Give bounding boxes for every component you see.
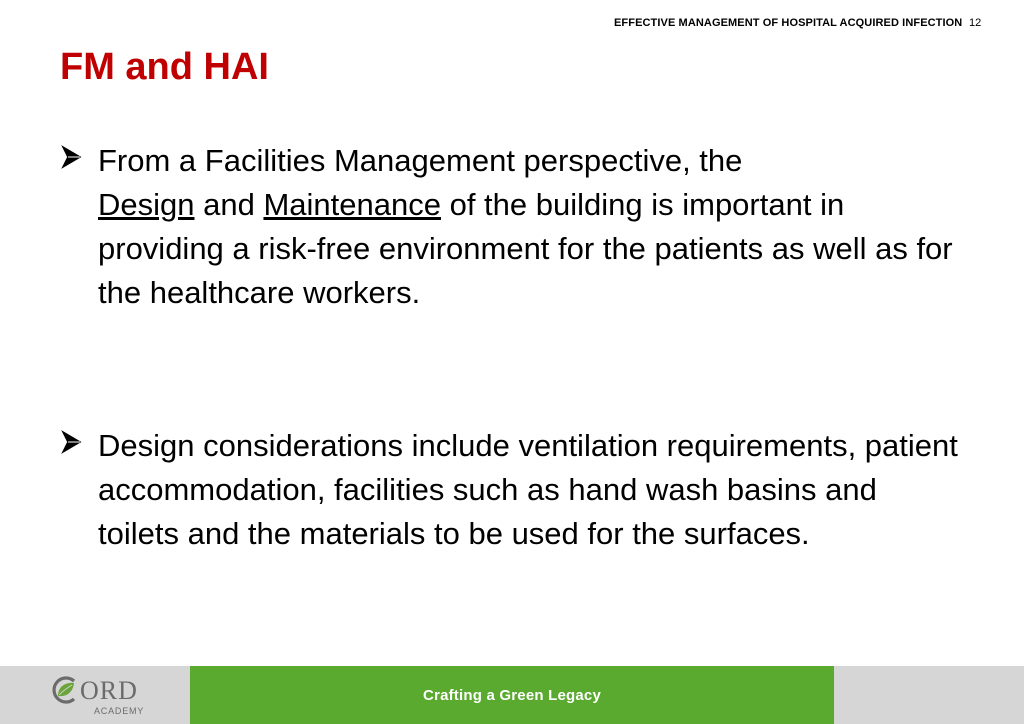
leaf-c-logo-icon bbox=[50, 674, 80, 706]
logo-wordmark: ORD bbox=[80, 676, 138, 705]
page-number: 12 bbox=[969, 17, 982, 29]
footer-bar bbox=[0, 666, 1024, 724]
maintenance-term: Maintenance bbox=[263, 187, 441, 222]
bullet-lead-text: From a Facilities Management perspective, the bbox=[98, 143, 743, 178]
bullet-text: Design considerations include ventilation requirements, patient accommodation, facilities such as hand wash basins and toilets and the materials to be used for the surfaces. bbox=[98, 428, 958, 551]
logo-subtitle: ACADEMY bbox=[94, 706, 145, 716]
footer-tagline: Crafting a Green Legacy bbox=[423, 686, 601, 704]
slide-title: FM and HAI bbox=[60, 46, 269, 88]
running-header-title: EFFECTIVE MANAGEMENT OF HOSPITAL ACQUIRED INFECTION bbox=[614, 17, 963, 29]
conjunction-text: and bbox=[194, 187, 264, 222]
cord-academy-logo bbox=[50, 672, 160, 718]
bullet-item-facilities-management bbox=[60, 139, 960, 315]
bullet-rest-text: of the building is important in providing a risk-free environment for the patients as well as for the healthcare workers. bbox=[98, 187, 953, 310]
bullet-item-design-considerations bbox=[60, 424, 960, 556]
design-term: Design bbox=[98, 187, 195, 222]
footer-green-band bbox=[190, 666, 834, 724]
arrow-bullet-icon bbox=[60, 139, 98, 169]
arrow-bullet-icon bbox=[60, 424, 98, 454]
bullet-text bbox=[98, 139, 958, 315]
footer-logo-panel bbox=[0, 666, 188, 724]
